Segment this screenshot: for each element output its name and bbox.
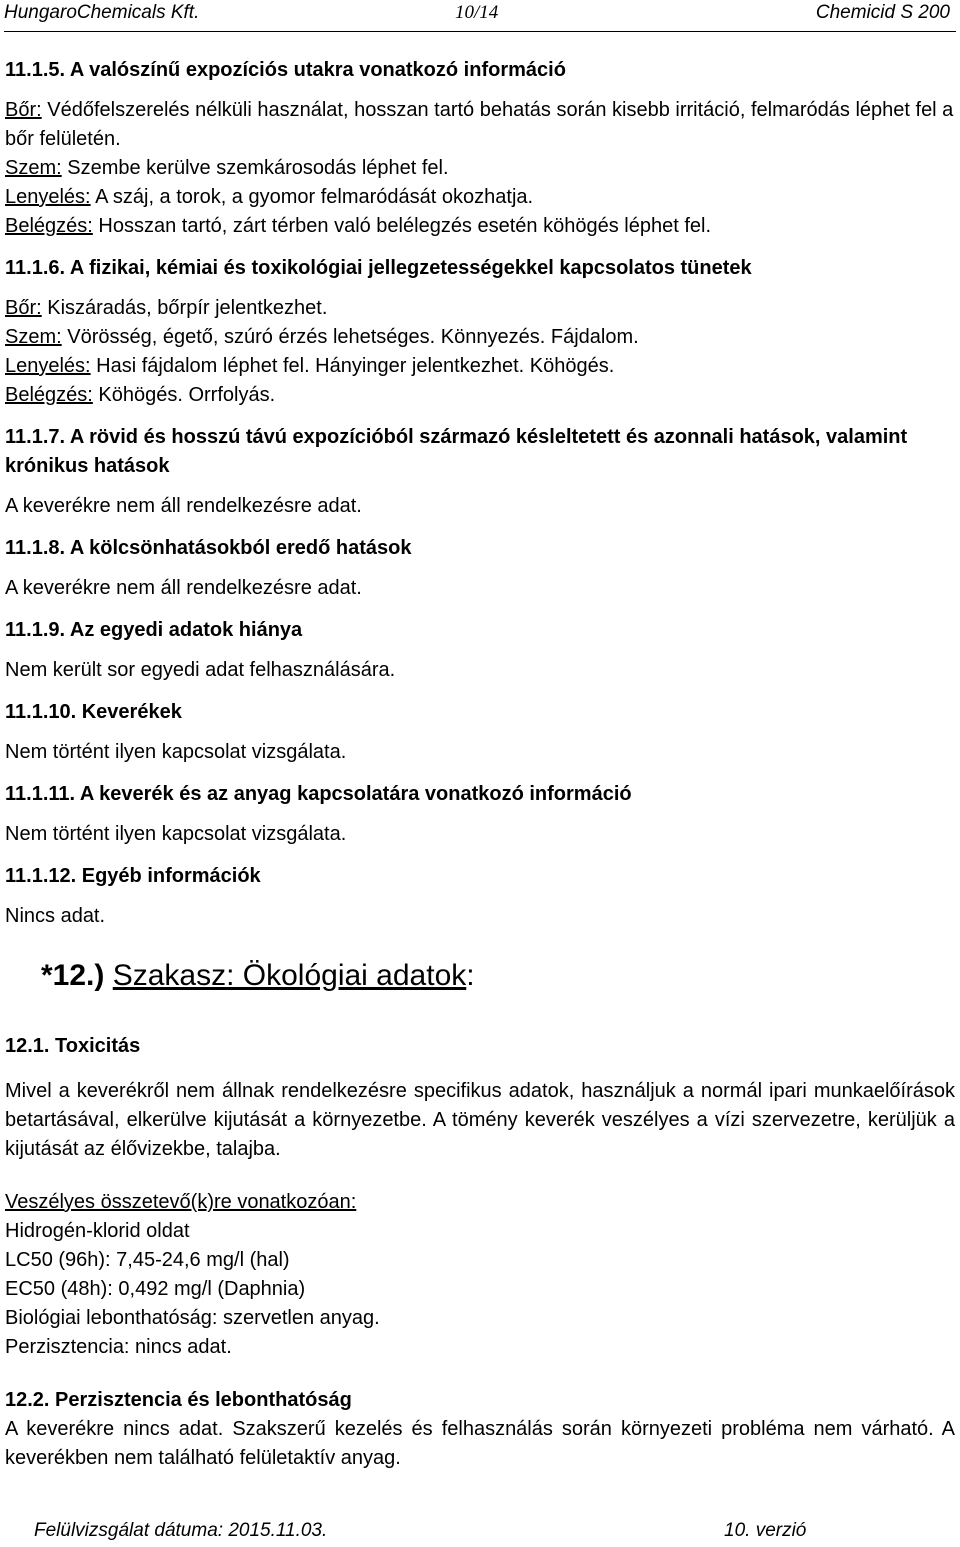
label-inhalation: Belégzés: [5,384,93,406]
heading-11-1-6: 11.1.6. A fizikai, kémiai és toxikológiai jellegzetességekkel kapcsolatos tünetek [5,257,752,279]
s1115-line-eye: Szem: Szembe kerülve szemkárosodás léphet fel. [5,157,449,179]
heading-11-1-10: 11.1.10. Keverékek [5,701,182,723]
section-12-heading: Szakasz: Ökológiai adatok [112,959,467,992]
s1116-line-skin: Bőr: Kiszáradás, bőrpír jelentkezhet. [5,297,328,319]
heading-11-1-5: 11.1.5. A valószínű expozíciós utakra vonatkozó információ [5,59,566,81]
s1116-line-ingestion: Lenyelés: Hasi fájdalom léphet fel. Hányinger jelentkezhet. Köhögés. [5,355,615,377]
label-inhalation: Belégzés: [5,215,93,237]
hazard-line: Biológiai lebonthatóság: szervetlen anyag. [5,1307,380,1329]
s1117-text: A keverékre nem áll rendelkezésre adat. [5,495,362,517]
hazard-line: Hidrogén-klorid oldat [5,1220,190,1242]
s1118-text: A keverékre nem áll rendelkezésre adat. [5,577,362,599]
document-body [5,56,955,1473]
heading-11-1-11: 11.1.11. A keverék és az anyag kapcsolatára vonatkozó információ [5,783,632,805]
heading-11-1-12: 11.1.12. Egyéb információk [5,865,261,887]
heading-11-1-9: 11.1.9. Az egyedi adatok hiánya [5,619,303,641]
label-skin: Bőr: [5,99,42,121]
header-page-number: 10/14 [455,2,499,23]
hazard-line: Perzisztencia: nincs adat. [5,1336,232,1358]
s11111-text: Nem történt ilyen kapcsolat vizsgálata. [5,823,347,845]
header-product: Chemicid S 200 [815,2,950,23]
s121-text: Mivel a keverékről nem állnak rendelkezésre specifikus adatok, használjuk a normál ipari munkaelőírások betartásával, elkerülve kijutását a környezetbe. A tömény keverék veszélyes a vízi szervezetre, kerüljük a kijutását az élővizekbe, talajba. [5,1080,955,1160]
header-company: HungaroChemicals Kft. [4,2,200,23]
hazard-line: EC50 (48h): 0,492 mg/l (Daphnia) [5,1278,306,1300]
label-ingestion: Lenyelés: [5,186,91,208]
label-eye: Szem: [5,157,62,179]
heading-11-1-8: 11.1.8. A kölcsönhatásokból eredő hatások [5,537,412,559]
s1116-line-eye: Szem: Vörösség, égető, szúró érzés lehetséges. Könnyezés. Fájdalom. [5,326,639,348]
s1116-line-inhalation: Belégzés: Köhögés. Orrfolyás. [5,384,276,406]
heading-11-1-7: 11.1.7. A rövid és hosszú távú expozícióból származó késleltetett és azonnali hatások, valamint krónikus hatások [5,426,908,477]
label-skin: Bőr: [5,297,42,319]
section-12-title: *12.) Szakasz: Ökológiai adatok: [41,959,475,992]
s1115-line-inhalation: Belégzés: Hosszan tartó, zárt térben való belélegzés esetén köhögés léphet fel. [5,215,711,237]
s1115-line-skin: Bőr: Védőfelszerelés nélküli használat, hosszan tartó behatás során kisebb irritáció, felmaródás léphet fel a bőr felületén. [5,99,954,150]
heading-12-2: 12.2. Perzisztencia és lebonthatóság [5,1389,352,1411]
hazard-line: LC50 (96h): 7,45-24,6 mg/l (hal) [5,1249,290,1271]
page-header [0,0,960,30]
label-eye: Szem: [5,326,62,348]
section-12-number: *12. [41,959,95,992]
label-ingestion: Lenyelés: [5,355,91,377]
footer-review-date: Felülvizsgálat dátuma: 2015.11.03. [34,1520,328,1541]
s1119-text: Nem került sor egyedi adat felhasználására. [5,659,396,681]
heading-12-1: 12.1. Toxicitás [5,1035,141,1057]
footer-version: 10. verzió [724,1520,807,1541]
header-divider [4,31,956,32]
s11112-text: Nincs adat. [5,905,106,927]
s122-text: A keverékre nincs adat. Szakszerű kezelés és felhasználás során környezeti probléma nem várható. A keverékben nem található felületaktív anyag. [5,1418,955,1469]
s1115-line-ingestion: Lenyelés: A száj, a torok, a gyomor felmaródását okozhatja. [5,186,534,208]
hazard-label: Veszélyes összetevő(k)re vonatkozóan: [5,1191,357,1213]
s11110-text: Nem történt ilyen kapcsolat vizsgálata. [5,741,347,763]
